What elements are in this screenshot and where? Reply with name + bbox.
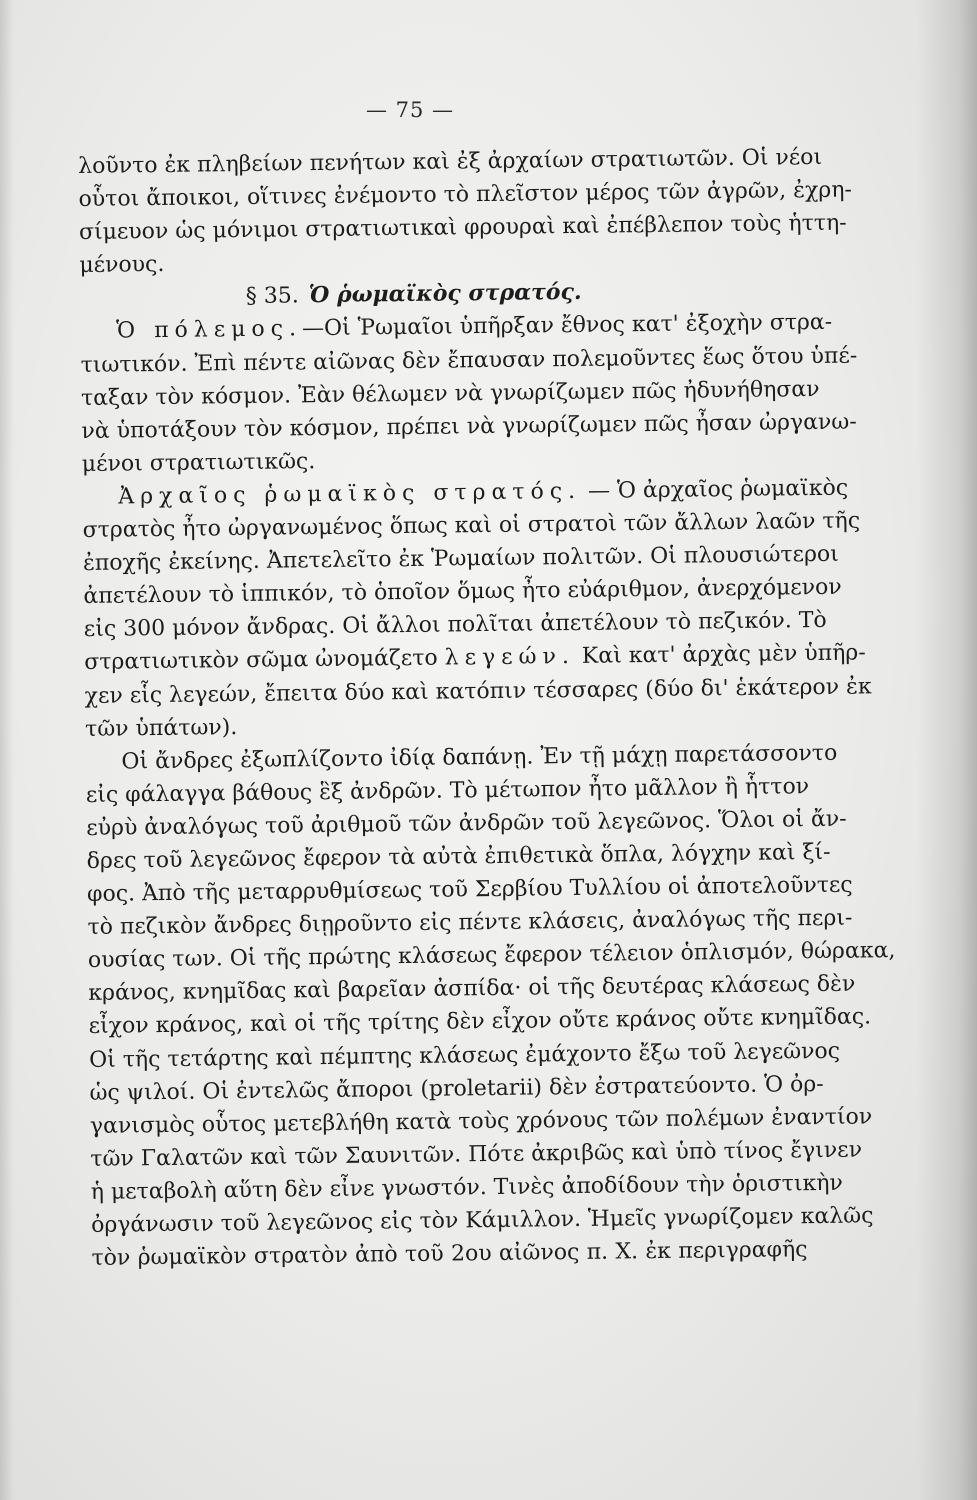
text-line: μένοι στρατιωτικῶς. (81, 448, 316, 477)
page-edge-shadow (917, 0, 977, 1500)
text-line: σίμευον ὡς μόνιμοι στρατιωτικαὶ φρουραὶ καὶ ἐπέβλεπον τοὺς ἡττη- (78, 210, 847, 246)
text-line: μένους. (79, 252, 165, 279)
spaced-term: Ὁ πόλεμος. (116, 316, 303, 345)
text-line: εἶχον κράνος, καὶ οἱ τῆς τρίτης δὲν εἶχον οὔτε κράνος οὔτε κνημῖδας. (88, 1004, 872, 1040)
section-title: Ὁ ῥωμαϊκὸς στρατός. (308, 279, 582, 309)
text-line: τιωτικόν. Ἐπὶ πέντε αἰῶνας δὲν ἔπαυσαν πολεμοῦντες ἕως ὅτου ὑπέ- (80, 343, 858, 378)
body-text (78, 141, 896, 1275)
text-line: τὸ πεζικὸν ἄνδρες διῃροῦντο εἰς πέντε κλάσεις, ἀναλόγως τῆς περι- (87, 905, 853, 941)
paragraph-first-line: Ἀρχαῖος ῥωμαϊκὸς στρατός. — Ὁ ἀρχαῖος ῥωμαϊκὸς (118, 475, 849, 510)
text-line: λοῦντο ἐκ πληβείων πενήτων καὶ ἐξ ἀρχαίων στρατιωτῶν. Οἱ νέοι (78, 144, 823, 179)
text-line: ταξαν τὸν κόσμον. Ἐὰν θέλωμεν νὰ γνωρίζωμεν πῶς ἠδυνήθησαν (80, 376, 820, 411)
text-line: νὰ ὑποτάξουν τὸν κόσμον, πρέπει νὰ γνωρίζωμεν πῶς ἦσαν ὠργανω- (81, 409, 857, 444)
spaced-term: λεγεών. (444, 644, 576, 671)
spaced-term: Ἀρχαῖος ῥωμαϊκὸς στρατός. (118, 478, 582, 510)
binding-shadow (0, 0, 14, 1500)
text-line: χεν εἷς λεγεών, ἔπειτα δύο καὶ κατόπιν τέσσαρες (δύο δι' ἑκάτερον ἐκ (84, 673, 872, 709)
text-line: στρατιωτικὸν σῶμα ὠνομάζετο λεγεών. Καὶ κατ' ἀρχὰς μὲν ὑπῆρ- (84, 640, 866, 676)
text-line: οὗτοι ἄποικοι, οἵτινες ἐνέμοντο τὸ πλεῖστον μέρος τῶν ἀγρῶν, ἐχρη- (78, 177, 853, 213)
page-number: — 75 — (365, 98, 455, 122)
text-line: ὡς ψιλοί. Οἱ ἐντελῶς ἄποροι (proletarii) δὲν ἐστρατεύοντο. Ὁ ὀρ- (89, 1071, 824, 1106)
text-line: ἡ μεταβολὴ αὕτη δὲν εἶνε γνωστόν. Τινὲς ἀποδίδουν τὴν ὁριστικὴν (90, 1170, 843, 1205)
text-line: ὀργάνωσιν τοῦ λεγεῶνος εἰς τὸν Κάμιλλον. Ἡμεῖς γνωρίζομεν καλῶς (90, 1203, 874, 1238)
text-line: εἰς φάλαγγα βάθους ἓξ ἀνδρῶν. Τὸ μέτωπον ἦτο μᾶλλον ἢ ἧττον (85, 773, 810, 808)
text-line: φος. Ἀπὸ τῆς μεταρρυθμίσεως τοῦ Σερβίου Τυλλίου οἱ ἀποτελοῦντες (86, 872, 853, 908)
text-line: τῶν ὑπάτων). (84, 714, 238, 742)
text-line: ἐποχῆς ἐκείνης. Ἀπετελεῖτο ἐκ Ῥωμαίων πολιτῶν. Οἱ πλουσιώτεροι (82, 541, 839, 577)
text-line: γανισμὸς οὗτος μετεβλήθη κατὰ τοὺς χρόνους τῶν πολέμων ἐναντίον (89, 1104, 873, 1139)
text-line: τῶν Γαλατῶν καὶ τῶν Σαυνιτῶν. Πότε ἀκριβῶς καὶ ὑπὸ τίνος ἔγινεν (90, 1137, 863, 1172)
section-number: § 35. (245, 283, 299, 310)
text-line: ουσίας των. Οἱ τῆς πρώτης κλάσεως ἔφερον τέλειον ὁπλισμόν, θώρακα, (87, 938, 896, 974)
paragraph-first-line: Ὁ πόλεμος.—Οἱ Ῥωμαῖοι ὑπῆρξαν ἔθνος κατ' ἐξοχὴν στρα- (116, 310, 833, 345)
text-line: Οἱ τῆς τετάρτης καὶ πέμπτης κλάσεως ἐμάχοντο ἔξω τοῦ λεγεῶνος (88, 1038, 841, 1073)
text-line: εὐρὺ ἀναλόγως τοῦ ἀριθμοῦ τῶν ἀνδρῶν τοῦ λεγεῶνος. Ὅλοι οἱ ἄν- (86, 806, 847, 841)
text-line: ἀπετέλουν τὸ ἱππικόν, τὸ ὁποῖον ὅμως ἦτο εὐάριθμον, ἀνερχόμενον (83, 574, 842, 610)
text-line: δρες τοῦ λεγεῶνος ἔφερον τὰ αὐτὰ ἐπιθετικὰ ὅπλα, λόγχην καὶ ξί- (86, 839, 831, 874)
text-line: στρατὸς ἦτο ὠργανωμένος ὅπως καὶ οἱ στρατοὶ τῶν ἄλλων λαῶν τῆς (82, 508, 861, 544)
text-line: κράνος, κνημῖδας καὶ βαρεῖαν ἀσπίδα· οἱ τῆς δευτέρας κλάσεως δὲν (88, 971, 856, 1007)
text-line: τὸν ῥωμαϊκὸν στρατὸν ἀπὸ τοῦ 2ου αἰῶνος π. Χ. ἐκ περιγραφῆς (91, 1237, 808, 1272)
text-line: εἰς 300 μόνον ἄνδρας. Οἱ ἄλλοι πολῖται ἀπετέλουν τὸ πεζικόν. Τὸ (83, 608, 827, 643)
paragraph-first-line: Οἱ ἄνδρες ἐξωπλίζοντο ἰδίᾳ δαπάνῃ. Ἐν τῇ μάχῃ παρετάσσοντο (121, 740, 838, 775)
